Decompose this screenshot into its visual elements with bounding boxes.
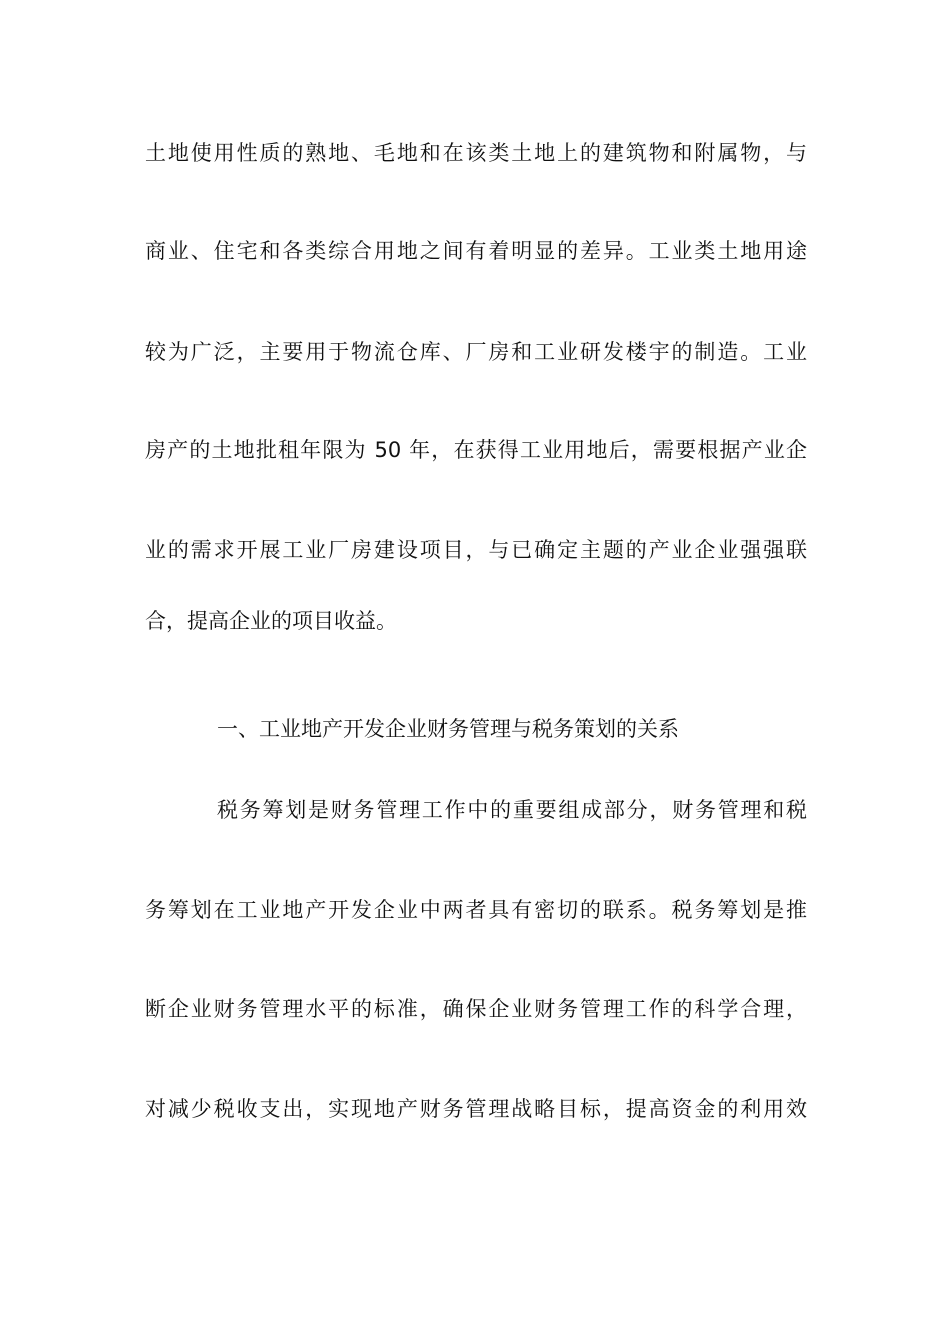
- paragraph-line: 断企业财务管理水平的标准，确保企业财务管理工作的科学合理，: [145, 997, 807, 1021]
- section-heading: 一、工业地产开发企业财务管理与税务策划的关系: [217, 717, 679, 741]
- paragraph-line: 房产的土地批租年限为 50 年，在获得工业用地后，需要根据产业企: [145, 438, 807, 462]
- paragraph-line: 较为广泛，主要用于物流仓库、厂房和工业研发楼宇的制造。工业: [145, 340, 807, 364]
- paragraph-line: 商业、住宅和各类综合用地之间有着明显的差异。工业类土地用途: [145, 239, 807, 263]
- paragraph-line: 务筹划在工业地产开发企业中两者具有密切的联系。税务筹划是推: [145, 898, 807, 922]
- paragraph-line: 土地使用性质的熟地、毛地和在该类土地上的建筑物和附属物，与: [145, 141, 807, 165]
- paragraph-line: 税务筹划是财务管理工作中的重要组成部分，财务管理和税: [217, 798, 807, 822]
- paragraph-line: 合，提高企业的项目收益。: [145, 609, 397, 633]
- paragraph-line: 对减少税收支出，实现地产财务管理战略目标，提高资金的利用效: [145, 1097, 807, 1121]
- paragraph-line: 业的需求开展工业厂房建设项目，与已确定主题的产业企业强强联: [145, 538, 807, 562]
